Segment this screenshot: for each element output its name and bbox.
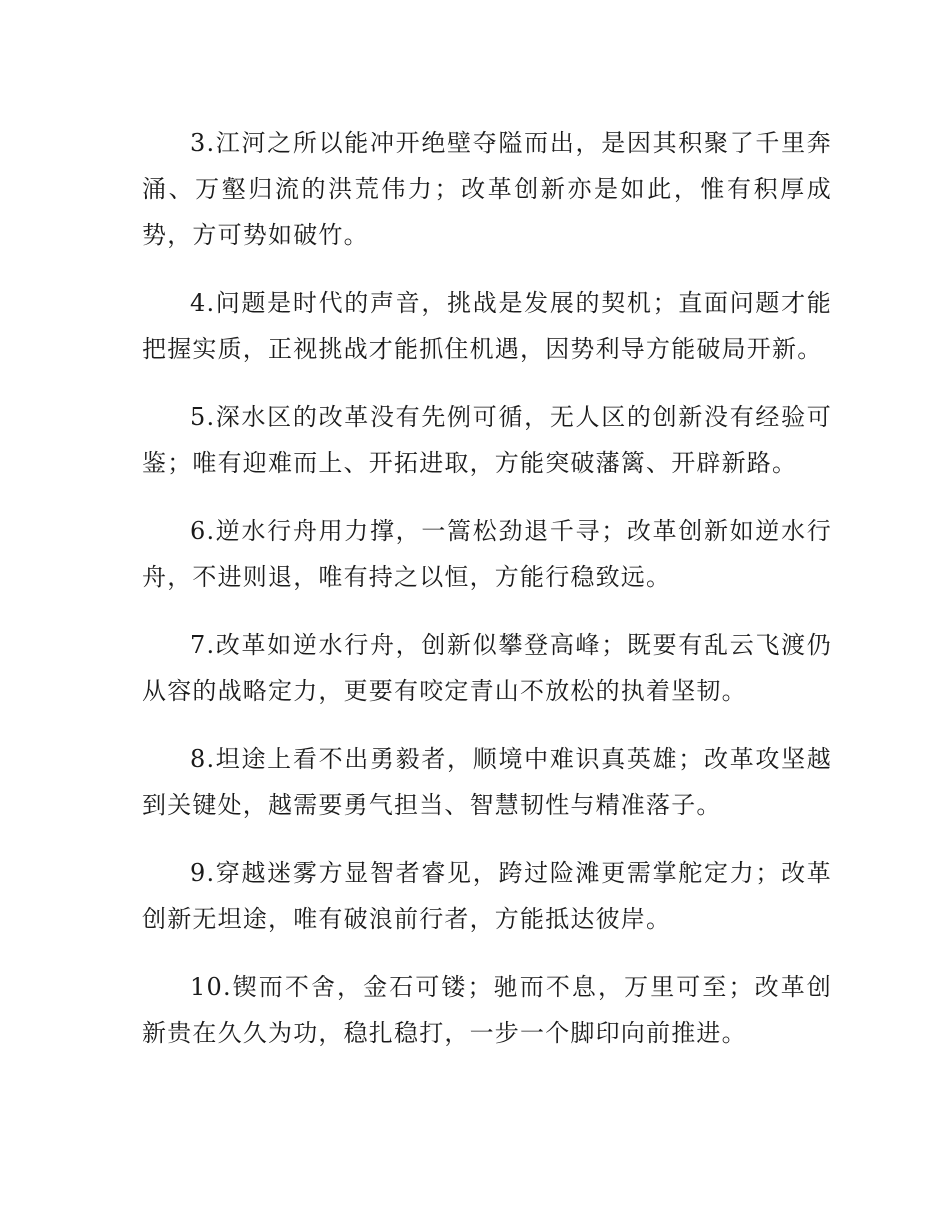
paragraph-4: 4.问题是时代的声音，挑战是发展的契机；直面问题才能把握实质，正视挑战才能抓住机遇，因势利导方能破局开新。	[142, 289, 832, 363]
paragraph-3: 3.江河之所以能冲开绝壁夺隘而出，是因其积聚了千里奔涌、万壑归流的洪荒伟力；改革创新亦是如此，惟有积厚成势，方可势如破竹。	[142, 129, 832, 249]
document-body	[142, 120, 832, 1078]
paragraph-10: 10.锲而不舍，金石可镂；驰而不息，万里可至；改革创新贵在久久为功，稳扎稳打，一步一个脚印向前推进。	[142, 973, 832, 1047]
paragraph-5: 5.深水区的改革没有先例可循，无人区的创新没有经验可鉴；唯有迎难而上、开拓进取，方能突破藩篱、开辟新路。	[142, 403, 832, 477]
paragraph-8: 8.坦途上看不出勇毅者，顺境中难识真英雄；改革攻坚越到关键处，越需要勇气担当、智慧韧性与精准落子。	[142, 745, 832, 819]
paragraph-7: 7.改革如逆水行舟，创新似攀登高峰；既要有乱云飞渡仍从容的战略定力，更要有咬定青山不放松的执着坚韧。	[142, 631, 832, 705]
paragraph-9: 9.穿越迷雾方显智者睿见，跨过险滩更需掌舵定力；改革创新无坦途，唯有破浪前行者，方能抵达彼岸。	[142, 859, 832, 933]
paragraph-6: 6.逆水行舟用力撑，一篙松劲退千寻；改革创新如逆水行舟，不进则退，唯有持之以恒，方能行稳致远。	[142, 517, 832, 591]
